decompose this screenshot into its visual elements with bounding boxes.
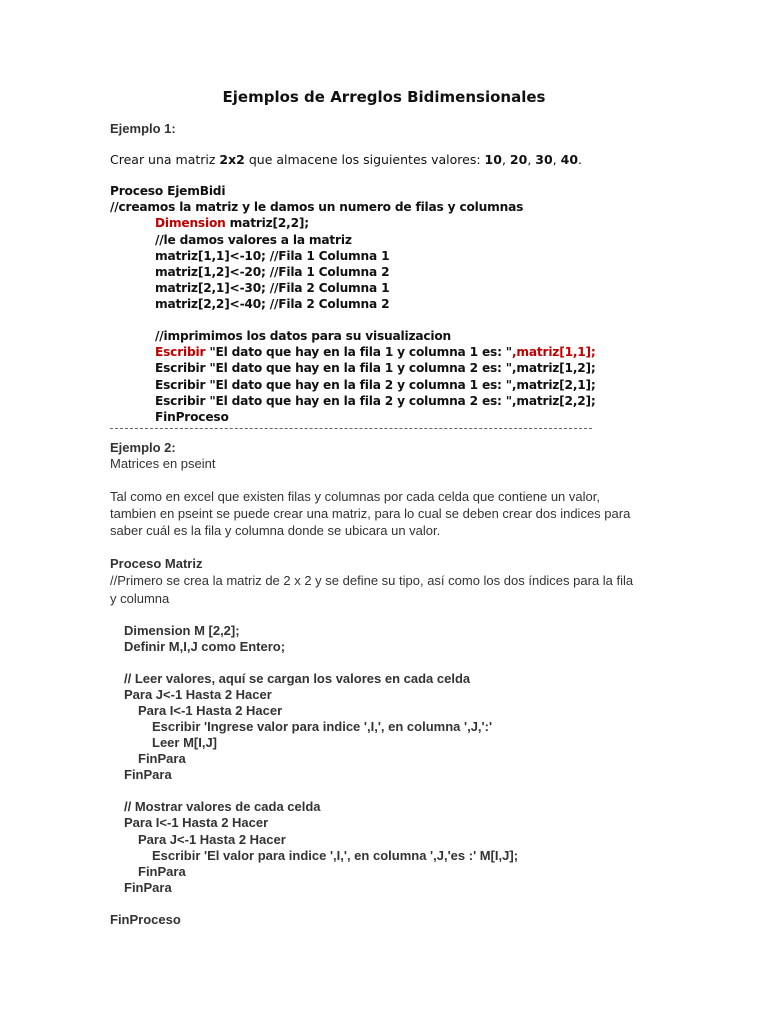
paragraph-line: saber cuál es la fila y columna donde se ubicara un valor.	[110, 523, 441, 538]
code-write: Escribir "El dato que hay en la fila 2 y columna 1 es: ",matriz[2,1];	[155, 378, 596, 392]
keyword-dimension: Dimension	[155, 216, 226, 230]
code-write: Escribir "El dato que hay en la fila 2 y columna 2 es: ",matriz[2,2];	[155, 394, 596, 408]
code-assign: matriz[1,1]<-10; //Fila 1 Columna 1	[155, 249, 390, 263]
code-end: FinProceso	[155, 410, 229, 424]
code-comment: // Mostrar valores de cada celda	[124, 799, 321, 814]
paragraph-line: Tal como en excel que existen filas y columnas por cada celda que contiene un valor,	[110, 489, 600, 504]
example-2-subtitle: Matrices en pseint	[110, 456, 216, 471]
code-endfor: FinPara	[138, 751, 186, 766]
intro-text: Crear una matriz	[110, 152, 220, 167]
code-comment: //Primero se crea la matriz de 2 x 2 y se define su tipo, así como los dos índices para la fila	[110, 573, 634, 588]
code-matrix-ref: ,matriz[1,1];	[511, 345, 596, 359]
code-comment: //imprimimos los datos para su visualizacion	[155, 329, 452, 343]
code-for: Para I<-1 Hasta 2 Hacer	[124, 815, 269, 830]
code-write: Escribir 'Ingrese valor para indice ',I,', en columna ',J,':'	[152, 719, 493, 734]
code-write: Escribir "El dato que hay en la fila 1 y columna 2 es: ",matriz[1,2];	[155, 361, 596, 375]
code-write: Escribir 'El valor para indice ',I,', en columna ',J,'es :' M[I,J];	[152, 848, 519, 863]
code-for: Para J<-1 Hasta 2 Hacer	[138, 832, 286, 847]
code-endfor: FinPara	[138, 864, 186, 879]
separator: ,	[552, 152, 561, 167]
code-text: matriz[2,2];	[225, 216, 309, 230]
code-define: Definir M,I,J como Entero;	[124, 639, 286, 654]
separator: ,	[501, 152, 510, 167]
code-for: Para J<-1 Hasta 2 Hacer	[124, 687, 272, 702]
example-1-intro	[110, 152, 582, 168]
value-20: 20	[509, 152, 528, 167]
proceso-ejembidi: Proceso EjemBidi	[110, 184, 226, 198]
code-dimension: Dimension M [2,2];	[124, 623, 240, 638]
example-2-heading: Ejemplo 2:	[110, 440, 176, 455]
code-comment: // Leer valores, aquí se cargan los valores en cada celda	[124, 671, 471, 686]
code-text: "El dato que hay en la fila 1 y columna 1 es: "	[205, 345, 512, 359]
separator: ,	[527, 152, 536, 167]
code-comment: y columna	[110, 591, 170, 606]
code-assign: matriz[2,1]<-30; //Fila 2 Columna 1	[155, 281, 390, 295]
value-10: 10	[484, 152, 502, 167]
code-for: Para I<-1 Hasta 2 Hacer	[138, 703, 283, 718]
example-1-heading: Ejemplo 1:	[110, 121, 176, 136]
code-endfor: FinPara	[124, 767, 172, 782]
code-end: FinProceso	[110, 912, 181, 927]
value-30: 30	[535, 152, 553, 167]
intro-text-mid: que almacene los siguientes valores:	[244, 152, 485, 167]
code-comment: //le damos valores a la matriz	[155, 233, 352, 247]
paragraph-line: tambien en pseint se puede crear una matriz, para lo cual se deben crear dos indices para	[110, 506, 631, 521]
value-40: 40	[560, 152, 579, 167]
code-assign: matriz[2,2]<-40; //Fila 2 Columna 2	[155, 297, 390, 311]
code-comment: //creamos la matriz y le damos un numero de filas y columnas	[110, 200, 524, 214]
code-endfor: FinPara	[124, 880, 172, 895]
intro-size: 2x2	[219, 152, 245, 167]
section-divider	[110, 428, 592, 429]
code-write	[155, 344, 596, 360]
proceso-matriz: Proceso Matriz	[110, 556, 203, 571]
code-assign: matriz[1,2]<-20; //Fila 1 Columna 2	[155, 265, 390, 279]
code-dimension	[155, 215, 309, 231]
code-read: Leer M[I,J]	[152, 735, 218, 750]
keyword-escribir: Escribir	[155, 345, 206, 359]
page-title: Ejemplos de Arreglos Bidimensionales	[222, 88, 546, 106]
intro-period: .	[578, 152, 583, 167]
